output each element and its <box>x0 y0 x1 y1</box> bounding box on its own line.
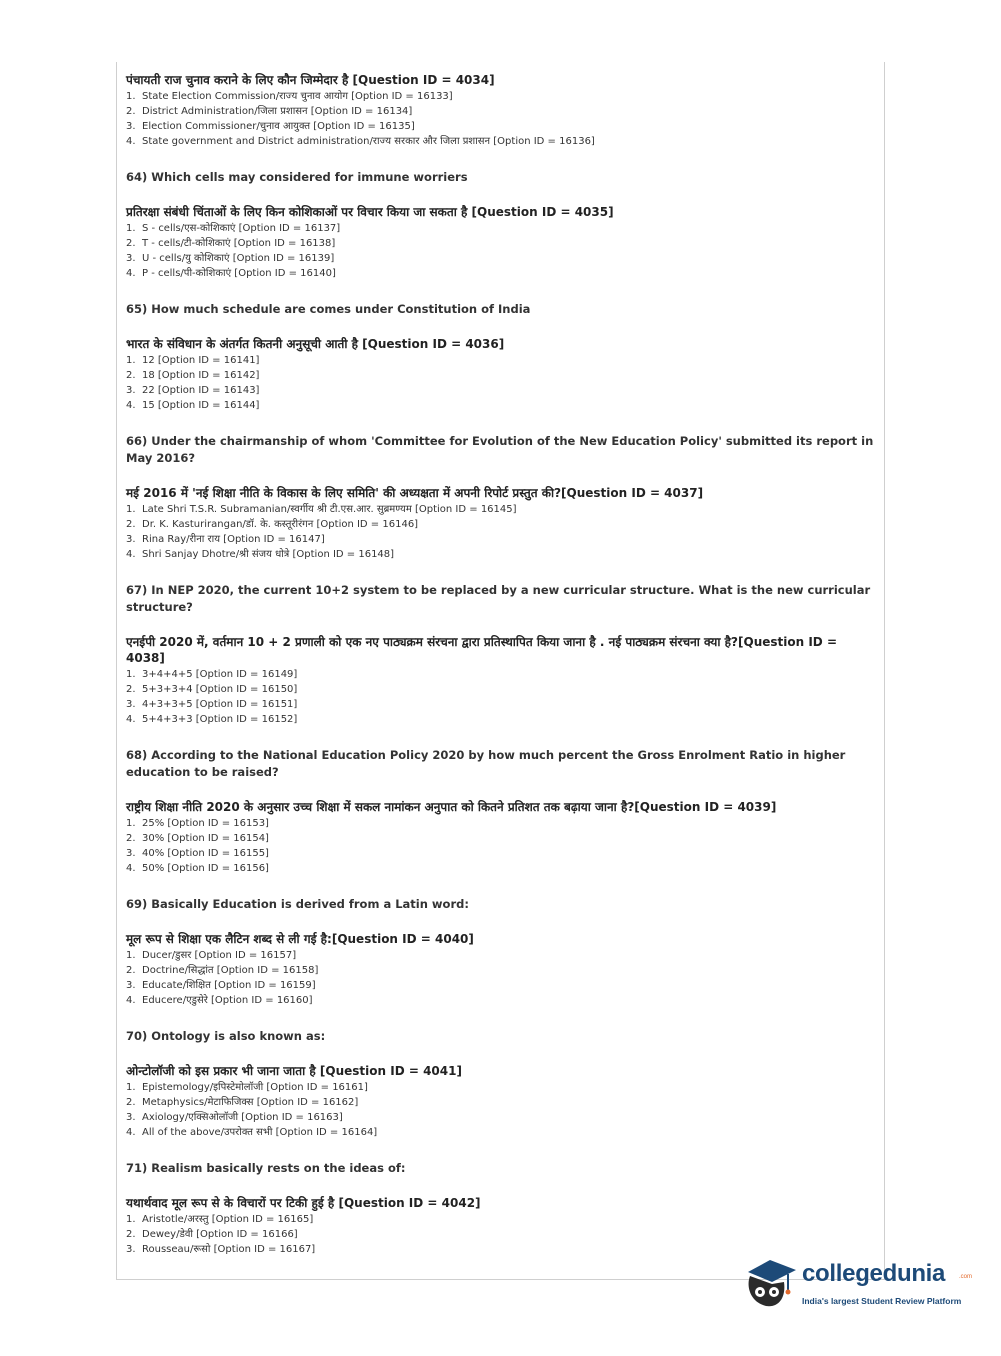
question-block <box>126 747 876 876</box>
option-item: 1. Ducer/डुसर [Option ID = 16157] <box>126 950 297 961</box>
question-text-english: 65) How much schedule are comes under Constitution of India <box>126 302 531 316</box>
question-text-english: 68) According to the National Education Policy 2020 by how much percent the Gross Enrolment Ratio in higher education to be raised? <box>126 748 846 779</box>
page-border-right <box>884 62 885 1280</box>
question-list <box>126 72 876 1257</box>
page-border-left <box>116 62 117 1280</box>
question-text-hindi: प्रतिरक्षा संबंधी चिंताओं के लिए किन कोशिकाओं पर विचार किया जा सकता है [Question ID = 4035] <box>126 205 614 219</box>
option-item: 3. U - cells/यु कोशिकाएं [Option ID = 16139] <box>126 253 335 264</box>
question-text-hindi: ओन्टोलॉजी को इस प्रकार भी जाना जाता है [Question ID = 4041] <box>126 1064 462 1078</box>
question-text-hindi: राष्ट्रीय शिक्षा नीति 2020 के अनुसार उच्च शिक्षा में सकल नामांकन अनुपात को कितने प्रतिशत तक बढ़ाया जाना है?[Question ID = 4039] <box>126 800 777 814</box>
option-item: 3. Axiology/एक्सिओलॉजी [Option ID = 16163] <box>126 1112 343 1123</box>
option-item: 1. 12 [Option ID = 16141] <box>126 355 260 366</box>
option-item: 2. 18 [Option ID = 16142] <box>126 370 260 381</box>
question-block <box>126 582 876 727</box>
option-item: 2. T - cells/टी-कोशिकाएं [Option ID = 16138] <box>126 238 336 249</box>
option-item: 3. Educate/शिक्षित [Option ID = 16159] <box>126 980 316 991</box>
option-list <box>126 502 876 562</box>
option-item: 2. Doctrine/सिद्धांत [Option ID = 16158] <box>126 965 319 976</box>
question-block <box>126 169 876 281</box>
question-block <box>126 896 876 1008</box>
question-block <box>126 72 876 149</box>
option-item: 1. 3+4+4+5 [Option ID = 16149] <box>126 669 298 680</box>
question-text-english: 70) Ontology is also known as: <box>126 1029 326 1043</box>
option-item: 1. S - cells/एस-कोशिकाएं [Option ID = 16137] <box>126 223 341 234</box>
option-item: 2. 5+3+3+4 [Option ID = 16150] <box>126 684 298 695</box>
logo-tagline: India's largest Student Review Platform <box>802 1296 962 1306</box>
option-item: 2. Dr. K. Kasturirangan/डॉ. के. कस्तूरीरंगन [Option ID = 16146] <box>126 519 419 530</box>
option-item: 2. District Administration/जिला प्रशासन [Option ID = 16134] <box>126 106 413 117</box>
option-item: 1. 25% [Option ID = 16153] <box>126 818 269 829</box>
option-item: 4. State government and District administration/राज्य सरकार और जिला प्रशासन [Option ID = 16136] <box>126 136 595 147</box>
option-item: 4. 15 [Option ID = 16144] <box>126 400 260 411</box>
question-text-english: 64) Which cells may considered for immune worriers <box>126 170 468 184</box>
question-text-english: 66) Under the chairmanship of whom 'Committee for Evolution of the New Education Policy' submitted its report in May 2016? <box>126 434 874 465</box>
question-text-english: 71) Realism basically rests on the ideas of: <box>126 1161 406 1175</box>
option-item: 1. Aristotle/अरस्तु [Option ID = 16165] <box>126 1214 314 1225</box>
option-item: 3. 40% [Option ID = 16155] <box>126 848 269 859</box>
question-text-hindi: पंचायती राज चुनाव कराने के लिए कौन जिम्मेदार है [Question ID = 4034] <box>126 73 495 87</box>
option-list <box>126 89 876 149</box>
option-item: 3. Election Commissioner/चुनाव आयुक्त [Option ID = 16135] <box>126 121 415 132</box>
question-block <box>126 1160 876 1257</box>
option-item: 4. All of the above/उपरोक्त सभी [Option ID = 16164] <box>126 1127 378 1138</box>
question-text-hindi: भारत के संविधान के अंतर्गत कितनी अनुसूची आती है [Question ID = 4036] <box>126 337 505 351</box>
question-text-english: 69) Basically Education is derived from a Latin word: <box>126 897 469 911</box>
logo-dotcom: .com <box>959 1274 973 1280</box>
question-text-hindi: मूल रूप से शिक्षा एक लैटिन शब्द से ली गई है:[Question ID = 4040] <box>126 932 474 946</box>
option-list <box>126 1212 876 1257</box>
option-item: 4. Shri Sanjay Dhotre/श्री संजय धोत्रे [Option ID = 16148] <box>126 549 395 560</box>
option-item: 4. 50% [Option ID = 16156] <box>126 863 269 874</box>
option-list <box>126 353 876 413</box>
logo-wordmark: collegedunia <box>802 1260 946 1287</box>
question-text-hindi: मई 2016 में 'नई शिक्षा नीति के विकास के लिए समिति' की अध्यक्षता में अपनी रिपोर्ट प्रस्तुत की?[Question ID = 4037] <box>126 486 704 500</box>
question-block <box>126 1028 876 1140</box>
collegedunia-logo[interactable] <box>740 1252 975 1312</box>
option-item: 3. 22 [Option ID = 16143] <box>126 385 260 396</box>
option-list <box>126 816 876 876</box>
option-item: 2. 30% [Option ID = 16154] <box>126 833 269 844</box>
option-item: 2. Metaphysics/मेटाफिजिक्स [Option ID = 16162] <box>126 1097 359 1108</box>
option-item: 3. 4+3+3+5 [Option ID = 16151] <box>126 699 298 710</box>
option-item: 2. Dewey/डेवी [Option ID = 16166] <box>126 1229 298 1240</box>
option-item: 3. Rousseau/रूसो [Option ID = 16167] <box>126 1244 316 1255</box>
question-text-hindi: यथार्थवाद मूल रूप से के विचारों पर टिकी हुई है [Question ID = 4042] <box>126 1196 481 1210</box>
option-item: 4. P - cells/पी-कोशिकाएं [Option ID = 16140] <box>126 268 336 279</box>
question-text-hindi: एनईपी 2020 में, वर्तमान 10 + 2 प्रणाली को एक नए पाठ्यक्रम संरचना द्वारा प्रतिस्थापित किया जाना है . नई पाठ्यक्रम संरचना क्या है?[Question ID = 4038] <box>126 635 837 665</box>
option-list <box>126 221 876 281</box>
option-item: 4. 5+4+3+3 [Option ID = 16152] <box>126 714 298 725</box>
question-block <box>126 433 876 562</box>
option-item: 4. Educere/एडुसेरे [Option ID = 16160] <box>126 995 313 1006</box>
question-text-english: 67) In NEP 2020, the current 10+2 system to be replaced by a new curricular structure. What is the new curricular structure? <box>126 583 871 614</box>
question-block <box>126 301 876 413</box>
option-item: 3. Rina Ray/रीना राय [Option ID = 16147] <box>126 534 325 545</box>
option-list <box>126 948 876 1008</box>
option-item: 1. Late Shri T.S.R. Subramanian/स्वर्गीय श्री टी.एस.आर. सुब्रमण्यम [Option ID = 16145] <box>126 504 517 515</box>
mascot-icon <box>740 1252 798 1310</box>
option-list <box>126 667 876 727</box>
option-item: 1. State Election Commission/राज्य चुनाव आयोग [Option ID = 16133] <box>126 91 453 102</box>
option-item: 1. Epistemology/इपिस्टेमोलॉजी [Option ID = 16161] <box>126 1082 368 1093</box>
option-list <box>126 1080 876 1140</box>
